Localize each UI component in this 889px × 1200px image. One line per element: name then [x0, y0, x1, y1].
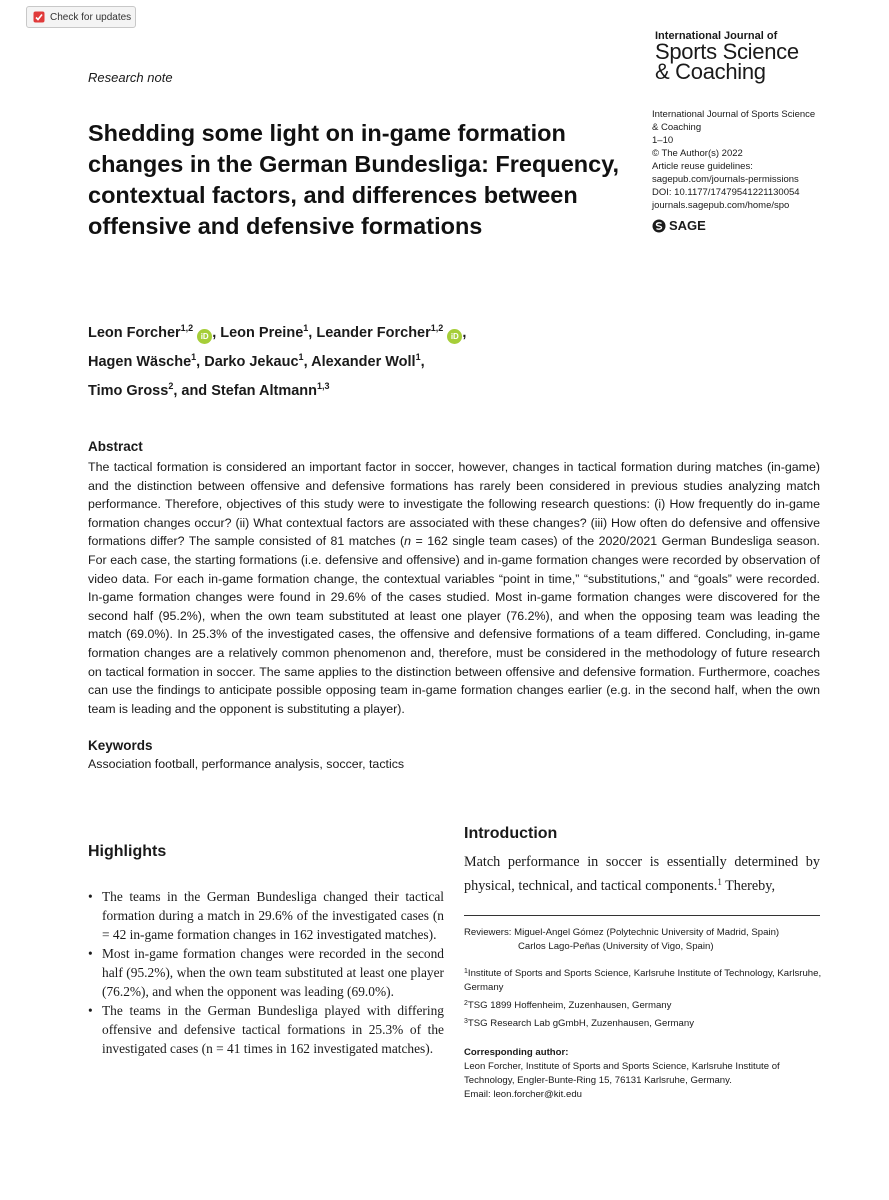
highlights-list	[88, 887, 444, 1058]
affiliation-number: 3	[464, 1018, 468, 1025]
author-name: Timo Gross	[88, 383, 169, 399]
author-separator: ,	[196, 354, 205, 370]
author-separator: , and	[173, 383, 212, 399]
journal-logo-line1: International Journal of	[655, 30, 778, 42]
meta-journal-line2: & Coaching	[652, 122, 702, 133]
author-affiliation-mark: 1	[298, 352, 304, 362]
meta-home-link[interactable]: journals.sagepub.com/home/spo	[652, 200, 790, 211]
meta-reuse-label: Article reuse guidelines:	[652, 161, 753, 172]
meta-copyright: © The Author(s) 2022	[652, 148, 743, 159]
author-affiliation-mark: 1	[191, 352, 197, 362]
author-separator: ,	[212, 325, 221, 341]
author-separator: ,	[308, 325, 317, 341]
orcid-icon[interactable]: iD	[197, 329, 212, 344]
author-separator: ,	[303, 354, 312, 370]
check-for-updates-label: Check for updates	[50, 11, 132, 23]
author-separator: ,	[462, 325, 467, 341]
author-affiliation-mark: 1,2	[180, 323, 194, 333]
author-name: Leon Forcher	[88, 325, 181, 341]
journal-logo-line3: & Coaching	[655, 59, 766, 84]
publisher-logo	[652, 218, 706, 233]
sage-s-icon	[652, 219, 666, 233]
meta-journal-line1: International Journal of Sports Science	[652, 109, 816, 120]
author-name: Hagen Wäsche	[88, 354, 192, 370]
meta-doi[interactable]: DOI: 10.1177/17479541221130054	[652, 187, 800, 198]
journal-logo	[655, 30, 865, 82]
reviewers-label: Reviewers:	[464, 927, 512, 938]
corresponding-email[interactable]: Email: leon.forcher@kit.edu	[464, 1089, 582, 1100]
article-title: Shedding some light on in-game formation changes in the German Bundesliga: Frequency, contextual factors, and differences between offensive and defensive formations	[88, 120, 620, 239]
abstract-text-part1: The tactical formation is considered an important factor in soccer, however, changes in tactical formation during matches (in-game) and the distinction between offensive and defensive formations has rarely been considered in previous studies analyzing match performance. Therefore, objectives of this study were to investigate the following research questions: (i) How frequently do in-game formation changes occur? (ii) What contextual factors are associated with these changes? (iii) How often do defensive and offensive formations differ? The sample consisted of 81 matches (	[88, 460, 820, 549]
affiliation-text: TSG Research Lab gGmbH, Zuzenhausen, Germany	[467, 1018, 694, 1029]
introduction-text	[464, 852, 820, 896]
introduction-text-main: Match performance in soccer is essentially determined by physical, technical, and tactical components.	[464, 854, 820, 894]
abstract-text-part2: = 162 single team cases) of the 2020/2021 German Bundesliga season. For each case, the starting formations (i.e. defensive and offensive) and in-game formation changes were recorded by observation of video data. For each in-game formation change, the contextual variables “point in time,” “substitutions,” and “goals” were recorded. In-game formation changes were found in 29.6% of the cases studied. Most in-game formation changes were discovered for the second half (95.2%), when the own team substituted at least one player (76.2%), and when the opposing team was leading the match (69.0%). In 25.3% of the investigated cases, the offensive and defensive formations of a team differed. Concluding, in-game formation changes are a relatively common phenomenon and, therefore, must be considered in the methodology of future research on tactical formation in soccer. The same applies to the distinction between offensive and defensive formation. Furthermore, coaches can use the findings to anticipate possible opposing team in-game formation changes earlier (e.g. in the second half, when the own team is leading and the opponent is substituting a player).	[88, 534, 820, 716]
highlight-item	[88, 1001, 444, 1058]
affiliation-text: Institute of Sports and Sports Science, Karlsruhe Institute of Technology, Karlsruhe, Germany	[464, 968, 822, 993]
highlight-item	[88, 944, 444, 1001]
author-separator: ,	[420, 354, 425, 370]
author-name: Leon Preine	[220, 325, 304, 341]
check-updates-icon	[33, 11, 45, 23]
introduction-heading: Introduction	[464, 825, 558, 842]
affiliation-item	[464, 965, 824, 995]
meta-pages: 1–10	[652, 135, 674, 146]
reviewer-1: Miguel-Angel Gómez (Polytechnic University of Madrid, Spain)	[514, 927, 780, 938]
highlights-heading: Highlights	[88, 843, 167, 860]
abstract-n-symbol: n	[404, 534, 412, 549]
author-affiliation-mark: 1	[303, 323, 309, 333]
orcid-icon[interactable]: iD	[447, 329, 462, 344]
footnote-divider	[464, 915, 820, 916]
highlight-item	[88, 887, 444, 944]
reviewers	[464, 926, 824, 954]
author-affiliation-mark: 1	[415, 352, 421, 362]
corresponding-author	[464, 1046, 824, 1102]
journal-logo-line2: Sports Science	[655, 39, 799, 64]
corresponding-heading: Corresponding author:	[464, 1047, 569, 1058]
introduction-text-tail: Thereby,	[721, 878, 775, 894]
affiliation-text: TSG 1899 Hoffenheim, Zuzenhausen, Germany	[467, 1000, 672, 1011]
abstract-heading: Abstract	[88, 439, 143, 454]
affiliation-number: 1	[464, 968, 468, 975]
highlight-text: Most in-game formation changes were recorded in the second half (95.2%), when the own team substituted at least one player (76.2%), and when the opponent was leading (69.0%).	[102, 946, 444, 999]
affiliation-item	[464, 997, 824, 1013]
author-name: Alexander Woll	[311, 354, 416, 370]
affiliation-item	[464, 1015, 824, 1031]
check-for-updates-button[interactable]	[26, 6, 136, 28]
highlight-text: The teams in the German Bundesliga played with differing offensive and defensive tactical formations in 25.3% of the investigated cases (n = 41 times in 162 investigated matches).	[102, 1003, 444, 1056]
bullet-icon: •	[88, 1003, 93, 1018]
author-list	[88, 316, 708, 403]
meta-reuse-link[interactable]: sagepub.com/journals-permissions	[652, 174, 799, 185]
author-affiliation-mark: 1,3	[317, 381, 330, 391]
publisher-name: SAGE	[669, 218, 706, 233]
author-name: Darko Jekauc	[204, 354, 299, 370]
journal-meta	[652, 108, 852, 212]
author-affiliation-mark: 1,2	[430, 323, 444, 333]
author-name: Stefan Altmann	[211, 383, 318, 399]
bullet-icon: •	[88, 889, 93, 904]
corresponding-address: Leon Forcher, Institute of Sports and Sports Science, Karlsruhe Institute of Technology, Engler-Bunte-Ring 15, 76131 Karlsruhe, Germany.	[464, 1061, 780, 1086]
keywords-heading: Keywords	[88, 738, 153, 753]
highlight-text: The teams in the German Bundesliga changed their tactical formation during a match in 29.6% of the investigated cases (n = 42 in-game formation changes in 162 investigated matches).	[102, 889, 444, 942]
author-affiliation-mark: 2	[168, 381, 174, 391]
affiliation-number: 2	[464, 1000, 468, 1007]
reviewer-2: Carlos Lago-Peñas (University of Vigo, Spain)	[518, 941, 714, 952]
article-type: Research note	[88, 70, 173, 85]
affiliations	[464, 965, 824, 1033]
introduction-ref[interactable]: 1	[717, 877, 722, 887]
author-name: Leander Forcher	[316, 325, 431, 341]
keywords-text: Association football, performance analysis, soccer, tactics	[88, 757, 405, 771]
bullet-icon: •	[88, 946, 93, 961]
abstract-text	[88, 458, 820, 718]
